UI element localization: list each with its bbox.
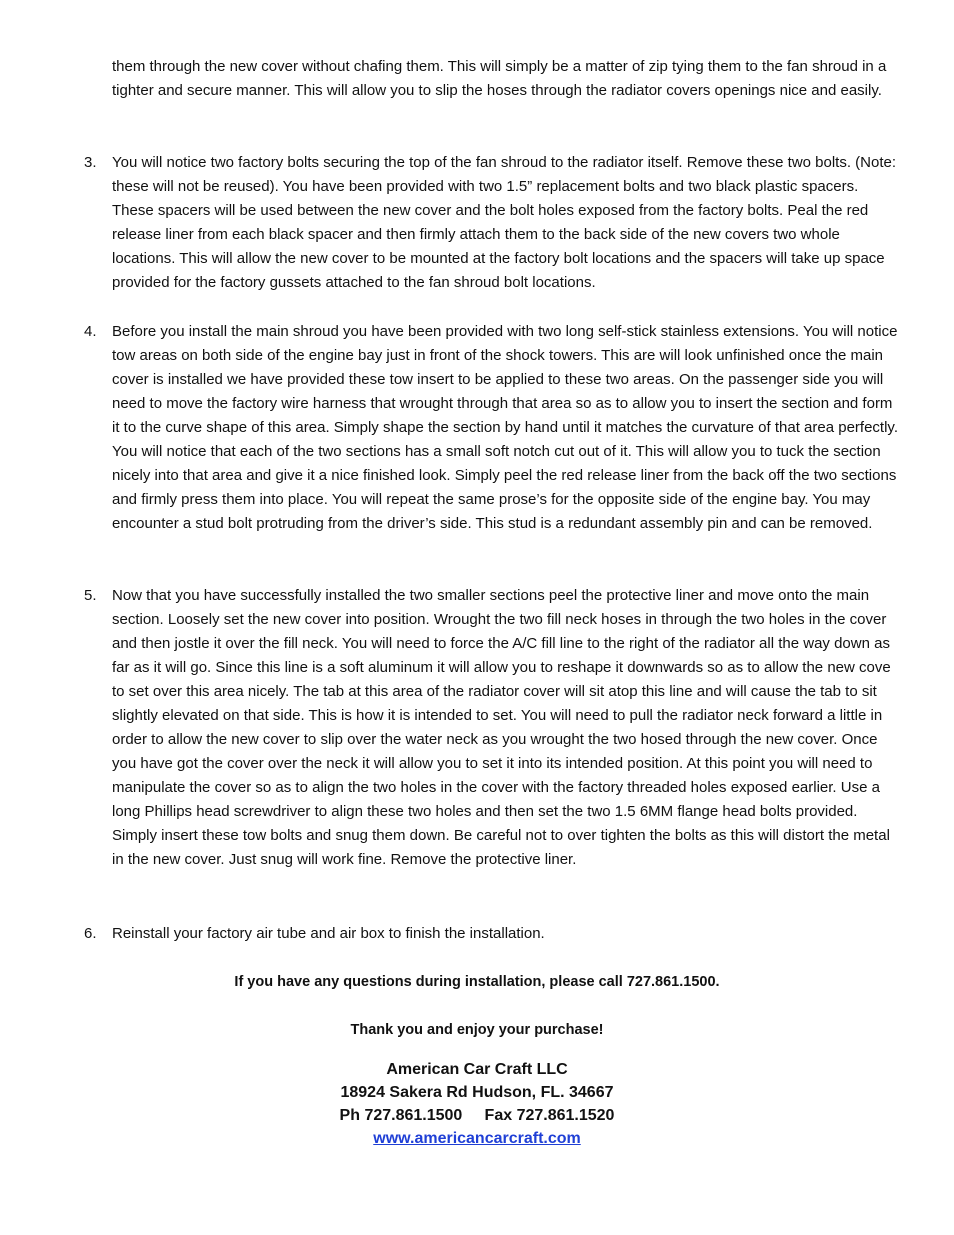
step-text: You will notice two factory bolts securing the top of the fan shroud to the radiator itself. Remove these two bolts. (Note: these will not be reused). You have been provided with two 1.5” replacement bolts and two black plastic spacers. These spacers will be used between the new cover and the bolt holes exposed from the factory bolts. Peal the red release liner from each black spacer and then firmly attach them to the back side of the new covers two whole locations. This will allow the new cover to be mounted at the factory bolt locations and the spacers will take up space provided for the factory gussets attached to the fan shroud bolt locations.	[112, 154, 897, 291]
step-4	[84, 320, 902, 536]
step-5	[84, 584, 902, 872]
website-link[interactable]: www.americancarcraft.com	[373, 1130, 581, 1147]
phone-fax-gap	[462, 1107, 484, 1124]
step-number: 6.	[84, 925, 97, 942]
step-number: 5.	[84, 587, 97, 604]
thank-you-notice: Thank you and enjoy your purchase!	[350, 1022, 604, 1038]
phone-fax-line	[280, 1104, 674, 1127]
contact-block	[280, 1058, 674, 1150]
step-6	[84, 922, 902, 946]
phone-number: Ph 727.861.1500	[339, 1107, 463, 1124]
company-address: 18924 Sakera Rd Hudson, FL. 34667	[340, 1084, 614, 1101]
step-text: Now that you have successfully installed the two smaller sections peel the protective liner and move onto the main section. Loosely set the new cover into position. Wrought the two fill neck hoses in through the two holes in the cover and then jostle it over the fill neck. You will need to force the A/C fill line to the right of the radiator all the way down as far as it will go. Since this line is a soft aluminum it will allow you to reshape it downwards so as to allow the new cove to set over this area nicely. The tab at this area of the radiator cover will sit atop this line and will cause the tab to sit slightly elevated on that side. This is how it is intended to set. You will need to pull the radiator neck forward a little in order to allow the new cover to slip over the water neck as you wrought the two hosed through the new cover. Once you have got the cover over the neck it will allow you to set it into its intended position. At this point you will need to manipulate the cover so as to align the two holes in the cover with the factory threaded holes exposed earlier. Use a long Phillips head screwdriver to align these two holes and then set the two 1.5 6MM flange head bolts provided. Simply insert these tow bolts and snug them down. Be careful not to over tighten the bolts as this will distort the metal in the new cover. Just snug will work fine. Remove the protective liner.	[112, 587, 891, 868]
step-text: Before you install the main shroud you have been provided with two long self-stick stainless extensions. You will notice tow areas on both side of the engine bay just in front of the shock towers. This are will look unfinished once the main cover is installed we have provided these tow insert to be applied to these two areas. On the passenger side you will need to move the factory wire harness that wrought through that area so as to allow you to insert the section and form it to the curve shape of this area. Simply shape the section by hand until it matches the curvature of that area perfectly. You will notice that each of the two sections has a small soft notch cut out of it. This will allow you to tuck the section nicely into that area and give it a nice finished look. Simply peel the red release liner from the back off the two sections and firmly press them into place. You will repeat the same prose’s for the opposite side of the engine bay. You may encounter a stud bolt protruding from the driver’s side. This stud is a redundant assembly pin and can be removed.	[112, 323, 898, 532]
fax-number: Fax 727.861.1520	[484, 1107, 615, 1124]
step-text: Reinstall your factory air tube and air box to finish the installation.	[112, 925, 545, 942]
continued-paragraph: them through the new cover without chafing them. This will simply be a matter of zip tying them to the fan shroud in a tighter and secure manner. This will allow you to slip the hoses through the radiator covers openings nice and easily.	[112, 58, 887, 99]
step-number: 3.	[84, 154, 97, 171]
step-3	[84, 151, 902, 295]
questions-notice: If you have any questions during installation, please call 727.861.1500.	[234, 974, 720, 990]
company-name: American Car Craft LLC	[386, 1061, 568, 1078]
step-number: 4.	[84, 323, 97, 340]
